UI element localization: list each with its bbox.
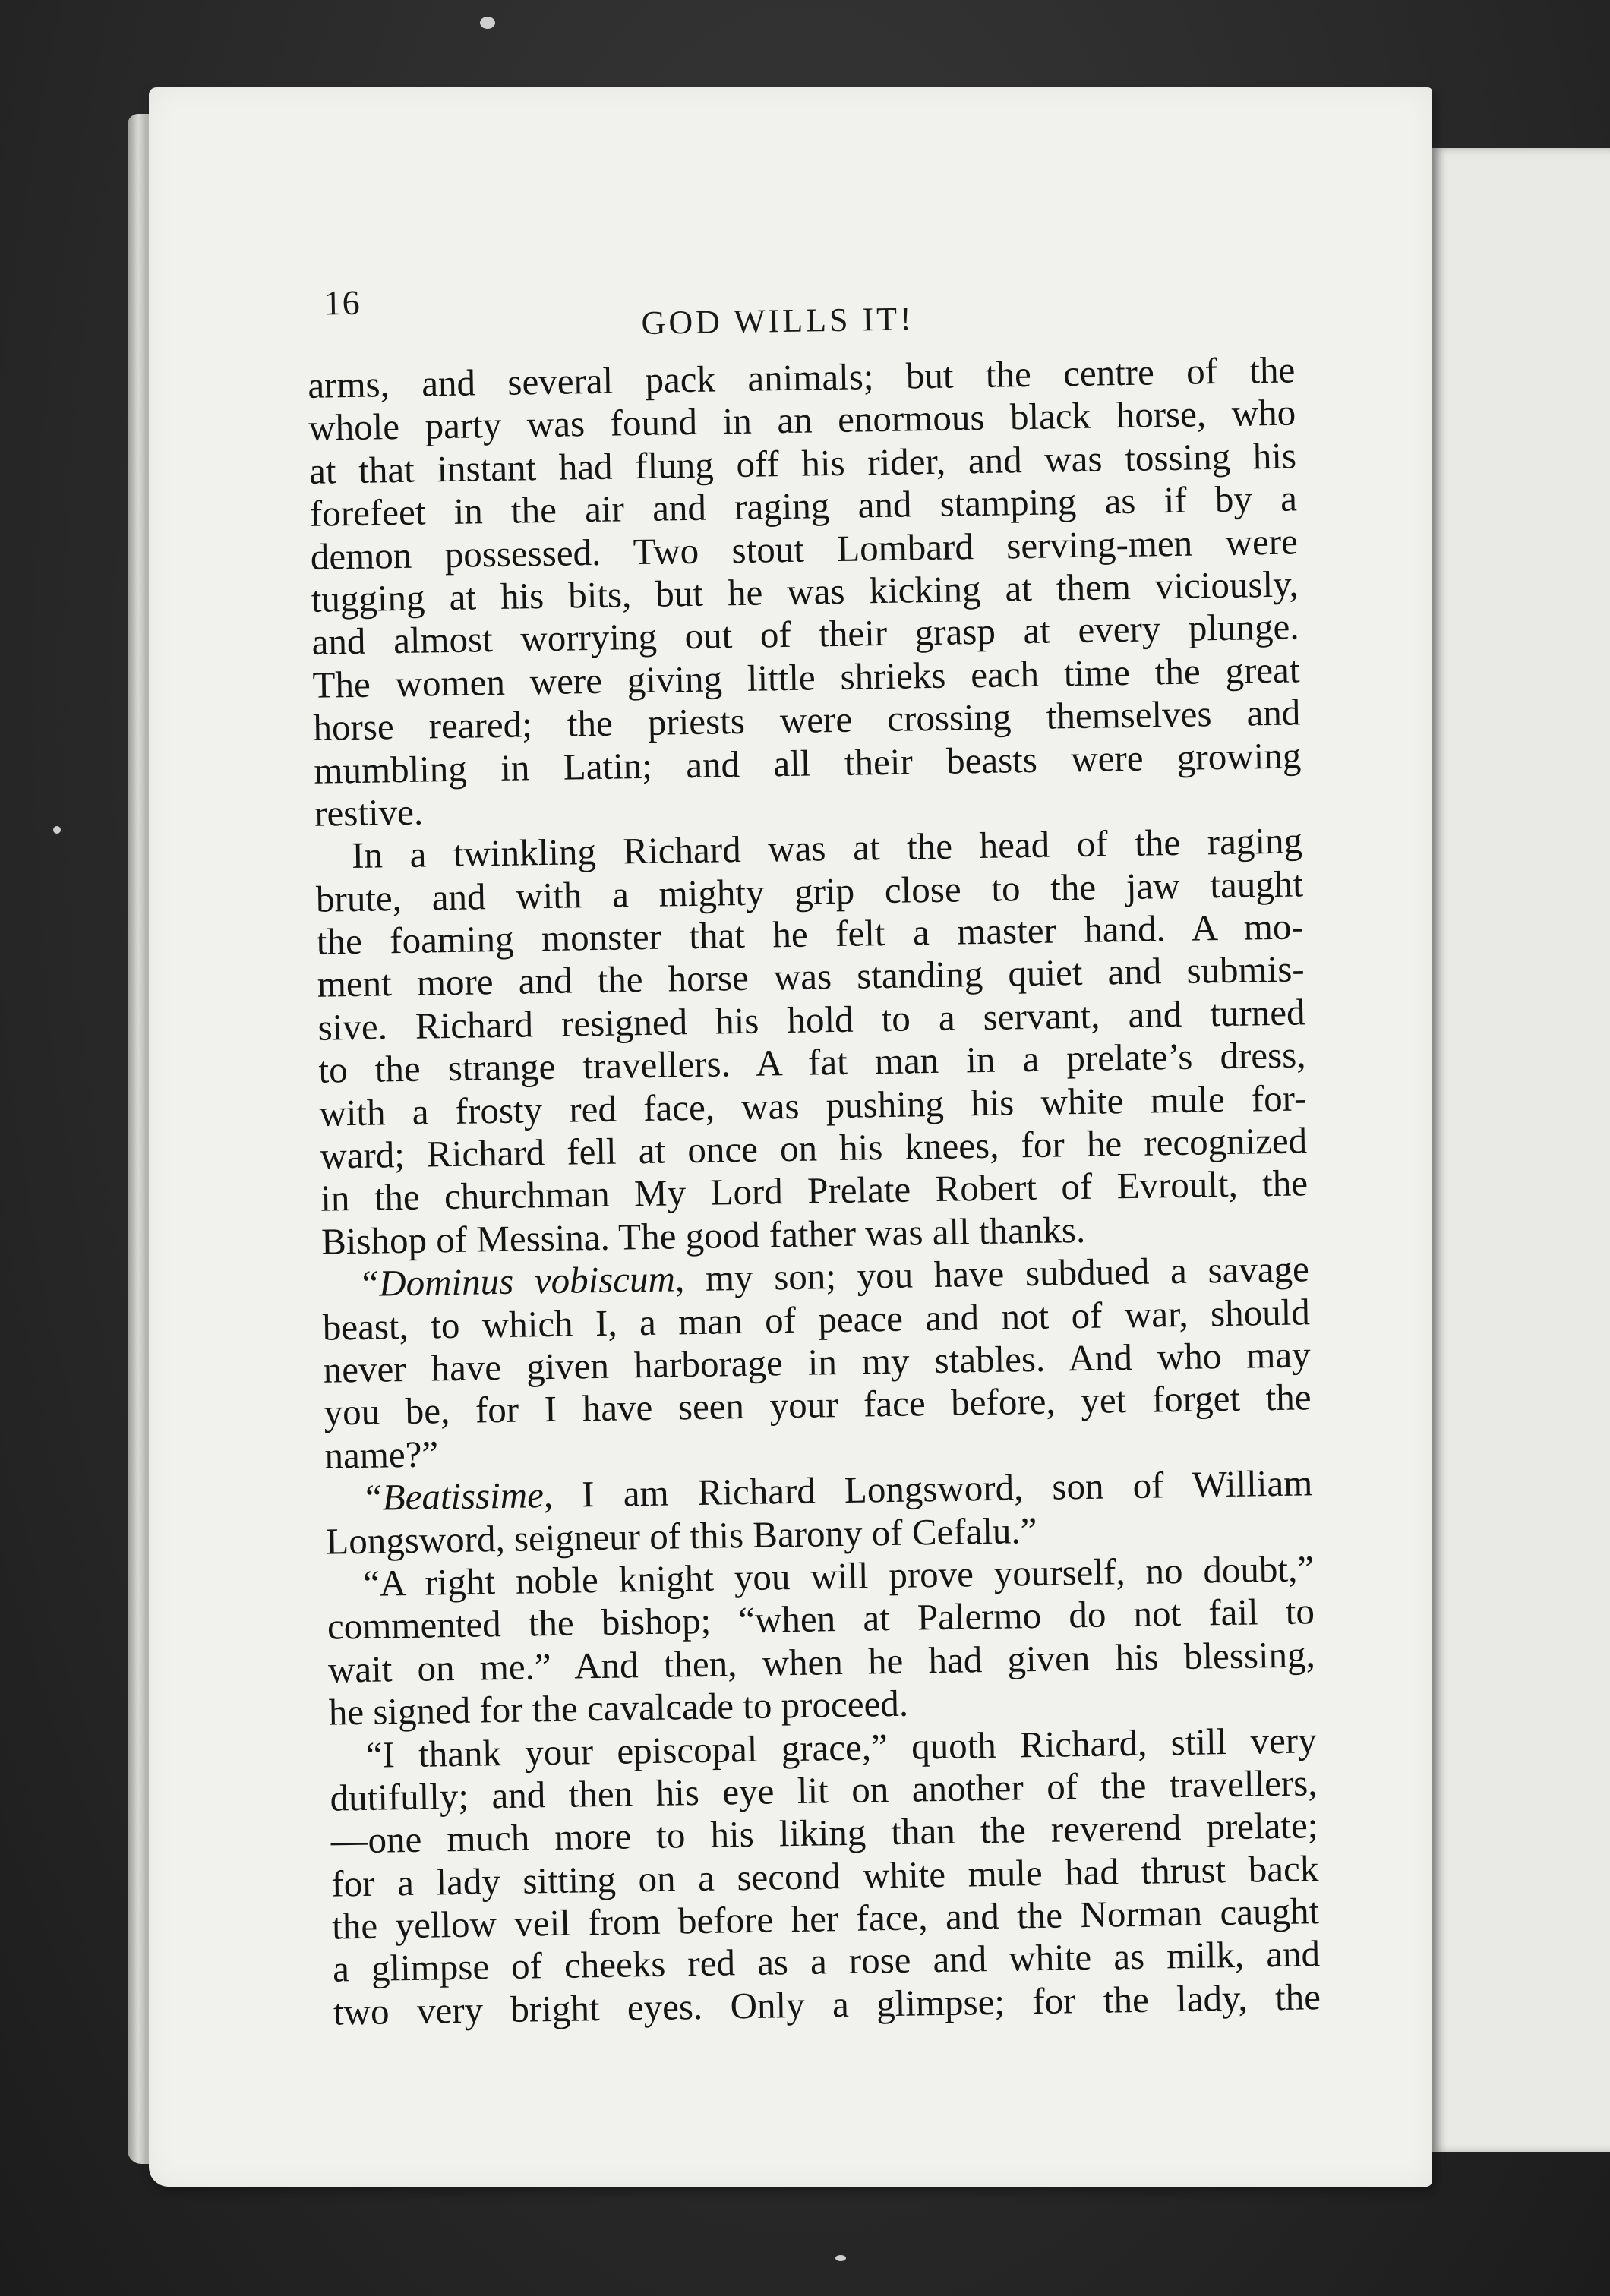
line-text: forefeet in the air and raging and stamping as if by a (309, 477, 1298, 535)
italic-phrase: “Beatissime (361, 1474, 545, 1519)
line-text: “A right noble knight you will prove yourself, no doubt,” (362, 1547, 1315, 1604)
page-content (132, 77, 1448, 2197)
line-text: for a lady sitting on a second white mule had thrust back (330, 1847, 1319, 1905)
line-text: In a twinkling Richard was at the head of the raging (351, 819, 1303, 877)
line-text: arms, and several pack animals; but the centre of the (307, 348, 1296, 406)
line-text: mumbling in Latin; and all their beasts were growing (313, 733, 1302, 792)
italic-phrase: “Dominus vobiscum (358, 1257, 676, 1305)
dust-speck (835, 2255, 846, 2261)
line-text: , I am Richard Longsword, son of William (543, 1462, 1313, 1516)
line-text: Bishop of Messina. The good father was all thanks. (320, 1208, 1086, 1263)
line-text: whole party was found in an enormous black horse, who (308, 391, 1296, 449)
line-text: ment more and the horse was standing quiet and submis- (317, 948, 1305, 1006)
line-text: and almost worrying out of their grasp at every plunge. (311, 605, 1299, 664)
page-number: 16 (324, 282, 361, 323)
line-text: he signed for the cavalcade to proceed. (328, 1682, 909, 1733)
line-text: the foaming monster that he felt a master hand. A mo- (316, 905, 1305, 963)
line-text: dutifully; and then his eye lit on another of the travellers, (330, 1761, 1318, 1819)
line-text: restive. (314, 790, 424, 834)
line-text: “I thank your episcopal grace,” quoth Richard, still very (365, 1718, 1317, 1776)
line-text: Longsword, seigneur of this Barony of Cefalu.” (325, 1509, 1037, 1563)
running-head: GOD WILLS IT! (641, 300, 915, 342)
line-text: tugging at his bits, but he was kicking at them viciously, (311, 563, 1299, 620)
book-page (149, 87, 1432, 2187)
line-text: ward; Richard fell at once on his knees, for he recognized (319, 1119, 1308, 1177)
line-text: to the strange travellers. A fat man in a prelate’s dress, (318, 1033, 1306, 1091)
line-text: , my son; you have subdued a savage (674, 1247, 1310, 1300)
dust-speck (53, 826, 61, 834)
line-text: in the churchman My Lord Prelate Robert of Evroult, the (320, 1162, 1309, 1220)
line-text: commented the bishop; “when at Palermo do not fail to (327, 1590, 1315, 1648)
dust-speck (480, 17, 495, 29)
line-text: demon possessed. Two stout Lombard serving-men were (310, 519, 1299, 578)
line-text: you be, for I have seen your face before, yet forget the (324, 1376, 1312, 1434)
line-text: name?” (324, 1433, 439, 1477)
line-text: sive. Richard resigned his hold to a servant, and turned (317, 991, 1305, 1049)
line-text: never have given harborage in my stables. And who may (323, 1333, 1312, 1391)
body-text (308, 348, 1321, 2033)
adjacent-page (1428, 148, 1610, 2152)
line-text: brute, and with a mighty grip close to the jaw taught (315, 863, 1304, 920)
line-text: a glimpse of cheeks red as a rose and white as milk, and (332, 1932, 1321, 1991)
line-text: with a frosty red face, was pushing his white mule for- (318, 1076, 1307, 1134)
line-text: beast, to which I, a man of peace and not of war, should (322, 1290, 1311, 1348)
line-text: at that instant had flung off his rider, and was tossing his (308, 434, 1297, 492)
line-text: wait on me.” And then, when he had given his blessing, (327, 1632, 1316, 1691)
line-text: —one much more to his liking than the reverend prelate; (330, 1804, 1318, 1862)
line-text: The women were giving little shrieks each time the great (312, 648, 1300, 706)
line-text: horse reared; the priests were crossing themselves and (313, 691, 1301, 749)
line-text: the yellow veil from before her face, and the Norman caught (331, 1890, 1320, 1948)
line-text: two very bright eyes. Only a glimpse; for the lady, the (333, 1976, 1321, 2033)
